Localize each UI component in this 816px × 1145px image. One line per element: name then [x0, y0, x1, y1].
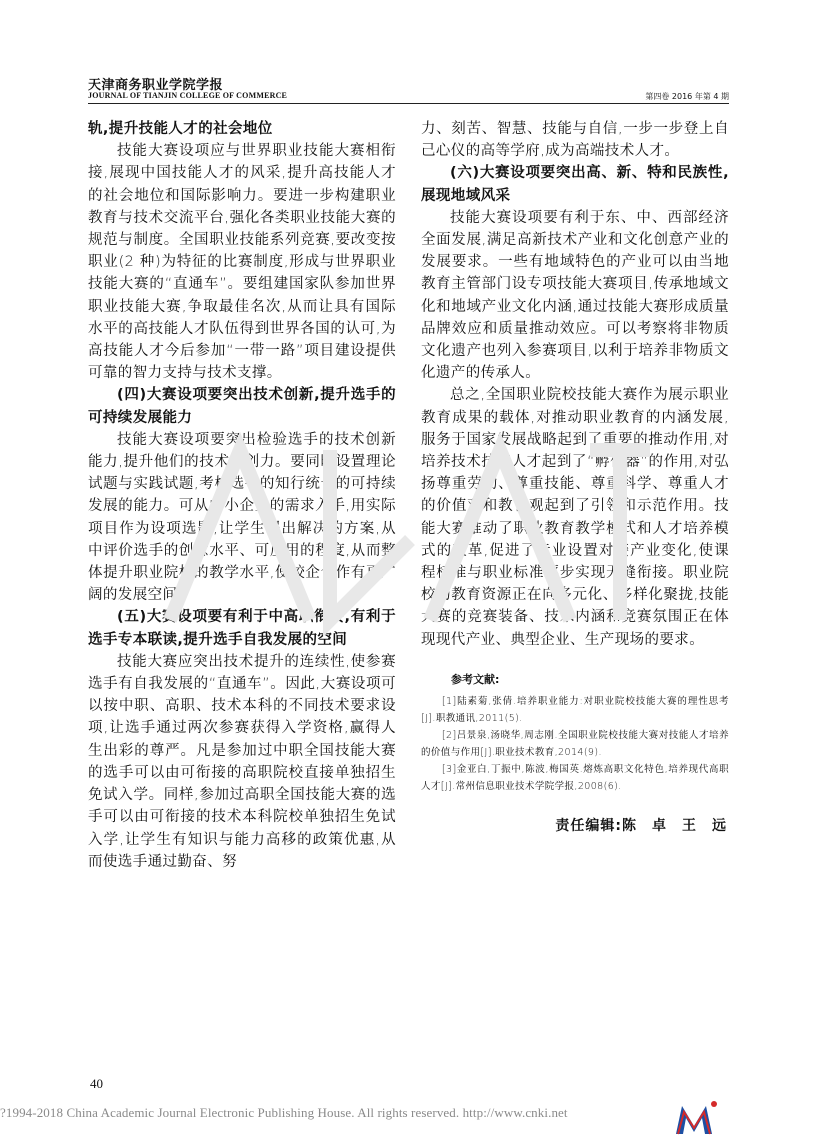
paragraph: 总之,全国职业院校技能大赛作为展示职业教育成果的载体,对推动职业教育的内涵发展,服务于国家发展战略起到了重要的推动作用,对培养技术技能人才起到了“孵化器”的作用,对弘扬尊重劳动、尊重技能、尊重科学、尊重人才的价值观和教育观起到了引领和示范作用。技能大赛推动了职业教育教学模式和人才培养模式的改革,促进了专业设置对接产业变化,使课程标准与职业标准逐步实现无缝衔接。职业院校的教育资源正在向多元化、多样化聚拢,技能大赛的竞赛装备、技术内涵和竞赛氛围正在体现现代产业、典型企业、生产现场的要求。 [421, 387, 729, 648]
reference-item: [3]金亚白,丁振中,陈波,梅国英.熔炼高职文化特色,培养现代高职人才[J].常州信息职业技术学院学报,2008(6). [421, 763, 729, 792]
journal-title-cn: 天津商务职业学院学报 [88, 78, 224, 93]
paragraph: 技能大赛应突出技术提升的连续性,使参赛选手有自我发展的“直通车”。因此,大赛设项可以按中职、高职、技术本科的不同技术要求设项,让选手通过两次参赛获得入学资格,赢得人生出彩的尊严。凡是参加过中职全国技能大赛的选手可以由可衔接的高职院校直接单独招生免试入学。同样,参加过高职全国技能大赛的选手可以由可衔接的技术本科院校单独招生免试入学,让学生有知识与能力高移的政策优惠,从而使选手通过勤奋、努 [88, 653, 396, 870]
right-column [421, 118, 729, 835]
paragraph-continued: 力、刻苦、智慧、技能与自信,一步一步登上自己心仪的高等学府,成为高端技术人才。 [421, 121, 729, 160]
header-rule [88, 103, 729, 104]
page-number: 40 [90, 1076, 103, 1091]
paragraph: 技能大赛设项要有利于东、中、西部经济全面发展,满足高新技术产业和文化创意产业的发展要求。一些有地域特色的产业可以由当地教育主管部门设专项技能大赛项目,传承地域文化和地域产业文化内涵,通过技能大赛形成质量品牌效应和质量推动效应。可以考察将非物质文化遗产也列入参赛项目,以利于培养非物质文化遗产的传承人。 [421, 209, 729, 382]
right-column-body [421, 118, 729, 651]
left-column [88, 118, 396, 873]
paragraph: 技能大赛设项要突出检验选手的技术创新能力,提升他们的技术原创力。要同时设置理论试题与实践试题,考核选手的知行统一的可持续发展的能力。可从中小企业的需求入手,用实际项目作为设项选题,让学生提出解决的方案,从中评价选手的创意水平、可应用的程度,从而整体提升职业院校的教学水平,使校企合作有更广阔的发展空间。 [88, 431, 396, 604]
section-heading: (六)大赛设项要突出高、新、特和民族性,展现地域风采 [421, 165, 729, 204]
section-heading: (四)大赛设项要突出技术创新,提升选手的可持续发展能力 [88, 387, 396, 426]
reference-item: [2]吕景泉,汤晓华,周志刚.全国职业院校技能大赛对技能人才培养的价值与作用[J].职业技术教育,2014(9). [421, 729, 729, 758]
section-heading: 轨,提升技能人才的社会地位 [88, 121, 273, 137]
references [421, 671, 729, 795]
section-heading: (五)大赛设项要有利于中高职衔接,有利于选手专本联读,提升选手自我发展的空间 [88, 609, 396, 648]
reference-item: [1]陆素菊,张倩.培养职业能力:对职业院校技能大赛的理性思考[J].职教通讯,2011(5). [421, 695, 729, 724]
cnki-logo-icon [672, 1098, 720, 1138]
issue-info: 第四卷 2016 年第 4 期 [645, 92, 729, 101]
journal-title-en: JOURNAL OF TIANJIN COLLEGE OF COMMERCE [88, 91, 288, 100]
references-title: 参考文献: [451, 672, 500, 686]
responsible-editor: 责任编辑:陈 卓 王 远 [555, 817, 727, 834]
paragraph: 技能大赛设项应与世界职业技能大赛相衔接,展现中国技能人才的风采,提升高技能人才的社会地位和国际影响力。要进一步构建职业教育与技术交流平台,强化各类职业技能大赛的规范与制度。全国职业技能系列竞赛,要改变按职业(2 种)为特征的比赛制度,形成与世界职业技能大赛的“直通车”。要组建国家队参加世界职业技能大赛,争取最佳名次,从而让具有国际水平的高技能人才队伍得到世界各国的认可,为高技能人才今后参加“一带一路”项目建设提供可靠的智力支持与技术支撑。 [88, 143, 396, 382]
copyright-footer: ?1994-2018 China Academic Journal Electronic Publishing House. All rights reserved. http://www.cnki.net [0, 1105, 568, 1120]
